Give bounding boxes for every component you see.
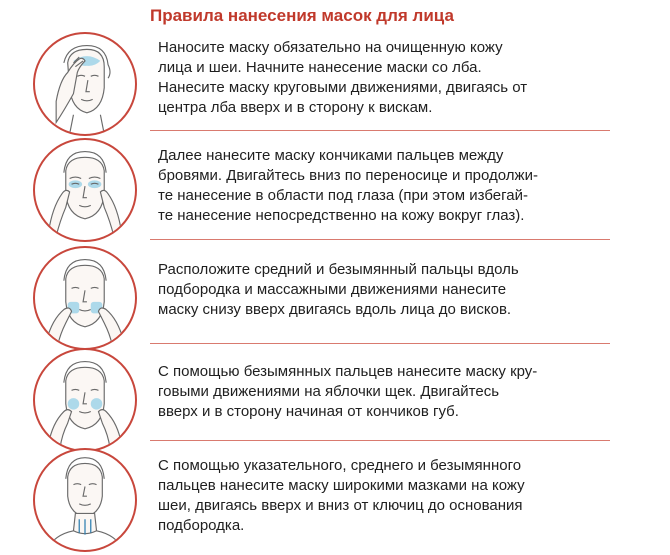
- step-text-line: пальцев нанесите маску широкими мазками на кожу: [158, 477, 525, 494]
- instruction-step-4: [0, 348, 670, 448]
- step-text-line: Наносите маску обязательно на очищенную кожу: [158, 39, 503, 56]
- face-forehead-application-icon: [33, 32, 137, 136]
- instruction-step-2: [0, 138, 670, 238]
- step-text-line: подбородка.: [158, 517, 245, 534]
- instruction-step-1: [0, 32, 670, 132]
- instruction-step-5: [0, 448, 670, 548]
- step-text-line: бровями. Двигайтесь вниз по переносице и продолжи-: [158, 167, 538, 184]
- step-text-line: Расположите средний и безымянный пальцы вдоль: [158, 261, 519, 278]
- step-3-text: [158, 260, 608, 320]
- divider: [150, 130, 610, 131]
- step-text-line: говыми движениями на яблочки щек. Двигайтесь: [158, 383, 500, 400]
- page-title: Правила нанесения масок для лица: [150, 6, 454, 25]
- face-neck-application-icon: [33, 448, 137, 552]
- step-4-text: [158, 362, 608, 422]
- face-eye-area-application-icon: [33, 138, 137, 242]
- step-text-line: лица и шеи. Начните нанесение маски со лба.: [158, 59, 482, 76]
- step-text-line: маску снизу вверх двигаясь вдоль лица до висков.: [158, 301, 512, 318]
- step-text-line: С помощью безымянных пальцев нанесите маску кру-: [158, 363, 538, 380]
- face-cheeks-application-icon: [33, 348, 137, 452]
- step-text-line: Нанесите маску круговыми движениями, двигаясь от: [158, 79, 528, 96]
- step-text-line: центра лба вверх и в сторону к вискам.: [158, 99, 433, 116]
- step-text-line: вверх и в сторону начиная от кончиков губ.: [158, 403, 459, 420]
- divider: [150, 343, 610, 344]
- step-text-line: С помощью указательного, среднего и безымянного: [158, 457, 522, 474]
- step-text-line: те нанесение непосредственно на кожу вокруг глаз).: [158, 207, 525, 224]
- step-text-line: шеи, двигаясь вверх и вниз от ключиц до основания: [158, 497, 523, 514]
- step-text-line: те нанесение в области под глаза (при этом избегай-: [158, 187, 528, 204]
- step-text-line: Далее нанесите маску кончиками пальцев между: [158, 147, 504, 164]
- step-1-text: [158, 38, 608, 118]
- instruction-step-3: [0, 246, 670, 346]
- step-5-text: [158, 456, 608, 536]
- step-2-text: [158, 146, 608, 226]
- face-chin-application-icon: [33, 246, 137, 350]
- step-text-line: подбородка и массажными движениями нанесите: [158, 281, 507, 298]
- divider: [150, 440, 610, 441]
- divider: [150, 239, 610, 240]
